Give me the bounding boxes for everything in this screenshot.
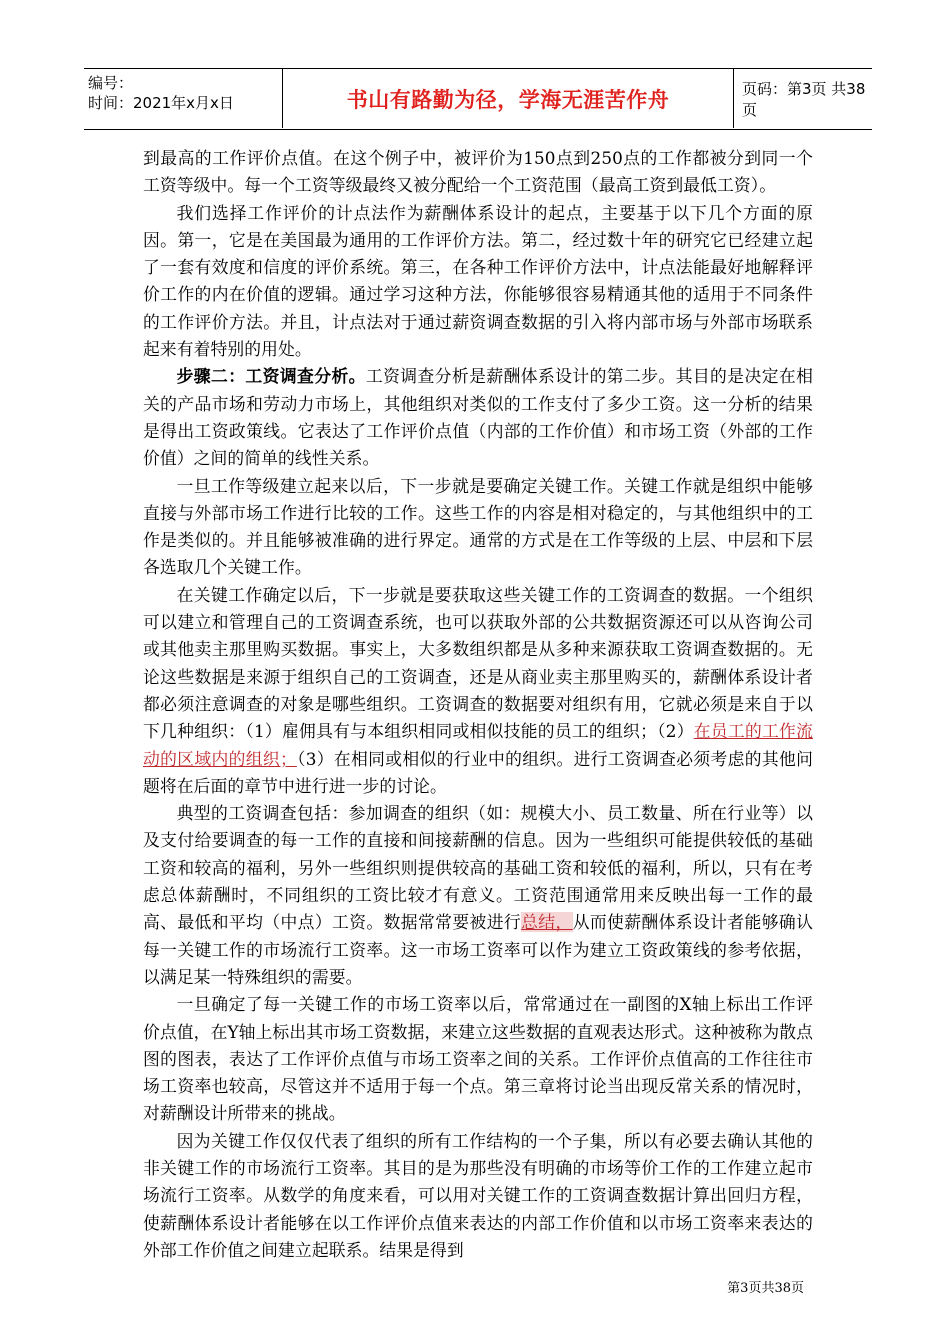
header-meta [88, 73, 282, 113]
paragraph-8: 因为关键工作仅仅代表了组织的所有工作结构的一个子集，所以有必要去确认其他的非关键工作的市场流行工资率。其目的是为那些没有明确的市场等价工作的工作建立起市场流行工资率。从数学的角度来看，可以用对关键工作的工资调查数据计算出回归方程，使薪酬体系设计者能够在以工作评价点值来表达的内部工作价值和以市场工资率来表达的外部工作价值之间建立起联系。结果是得到 [143, 1130, 813, 1260]
document-body [143, 145, 813, 1264]
header-motto: 书山有路勤为径，学海无涯苦作舟 [282, 69, 734, 128]
paragraph-4: 一旦工作等级建立起来以后，下一步就是要确定关键工作。关键工作就是组织中能够直接与外部市场工作进行比较的工作。这些工作的内容是相对稳定的，与其他组织中的工作是类似的。并且能够被准确的进行界定。通常的方式是在工作等级的上层、中层和下层各选取几个关键工作。 [143, 475, 813, 578]
doc-number-label: 编号： [88, 74, 134, 92]
highlighted-phrase: 在员工的工作流动的区域内的组织； [143, 721, 813, 769]
paragraph-2: 我们选择工作评价的计点法作为薪酬体系设计的起点，主要基于以下几个方面的原因。第一，它是在美国最为通用的工作评价方法。第二，经过数十年的研究它已经建立起了一套有效度和信度的评价系统。第三，在各种工作评价方法中，计点法能最好地解释评价工作的内在价值的逻辑。通过学习这种方法，你能够很容易精通其他的适用于不同条件的工作评价方法。并且，计点法对于通过薪资调查数据的引入将内部市场与外部市场联系起来有着特别的用处。 [143, 202, 813, 360]
paragraph-1: 到最高的工作评价点值。在这个例子中，被评价为150点到250点的工作都被分到同一个工资等级中。每一个工资等级最终又被分配给一个工资范围（最高工资到最低工资）。 [143, 148, 813, 196]
step-two-heading: 步骤二：工资调查分析。 [176, 366, 366, 387]
paragraph-3 [143, 363, 813, 472]
paragraph-7: 一旦确定了每一关键工作的市场工资率以后，常常通过在一副图的X轴上标出工作评价点值，在Y轴上标出其市场工资数据，来建立这些数据的直观表达形式。这种被称为散点图的图表，表达了工作评价点值与市场工资率之间的关系。工作评价点值高的工作往往市场工资率也较高，尽管这并不适用于每一个点。第三章将讨论当出现反常关系的情况时，对薪酬设计所带来的挑战。 [143, 994, 813, 1124]
paragraph-6 [143, 800, 813, 991]
highlighted-word: 总结， [521, 912, 573, 933]
paragraph-6-text-b: 从而使薪酬体系设计者能够确认每一关键工作的市场流行工资率。这一市场工资率可以作为建立工资政策线的参考依据，以满足某一特殊组织的需要。 [143, 912, 813, 987]
paragraph-5 [143, 582, 813, 800]
page-footer: 第3页共38页 [727, 1281, 804, 1296]
paragraph-6-text-a: 典型的工资调查包括：参加调查的组织（如：规模大小、员工数量、所在行业等）以及支付给要调查的每一工作的直接和间接薪酬的信息。因为一些组织可能提供较低的基础工资和较高的福利，另外一些组织则提供较高的基础工资和较低的福利，所以，只有在考虑总体薪酬时，不同组织的工资比较才有意义。工资范围通常用来反映出每一工作的最高、最低和平均（中点）工资。数据常常要被进行 [143, 803, 813, 933]
paragraph-3-text: 工资调查分析是薪酬体系设计的第二步。其目的是决定在相关的产品市场和劳动力市场上，其他组织对类似的工作支付了多少工资。这一分析的结果是得出工资政策线。它表达了工作评价点值（内部的工作价值）和市场工资（外部的工作价值）之间的简单的线性关系。 [143, 366, 813, 469]
header-page-label: 页码：第3页 共38页 [742, 79, 866, 119]
page-header [84, 68, 872, 130]
doc-time-label: 时间：2021年x月x日 [88, 94, 234, 112]
paragraph-5-text-a: 在关键工作确定以后，下一步就是要获取这些关键工作的工资调查的数据。一个组织可以建立和管理自己的工资调查系统，也可以获取外部的公共数据资源还可以从咨询公司或其他卖主那里购买数据。事实上，大多数组织都是从多种来源获取工资调查数据的。无论这些数据是来源于组织自己的工资调查，还是从商业卖主那里购买的，薪酬体系设计者都必须注意调查的对象是哪些组织。工资调查的数据要对组织有用，它就必须是来自于以下几种组织：（1）雇佣具有与本组织相同或相似技能的员工的组织；（2） [143, 584, 813, 742]
paragraph-5-text-b: （3）在相同或相似的行业中的组织。进行工资调查必须考虑的其他问题将在后面的章节中进行进一步的讨论。 [143, 748, 813, 796]
